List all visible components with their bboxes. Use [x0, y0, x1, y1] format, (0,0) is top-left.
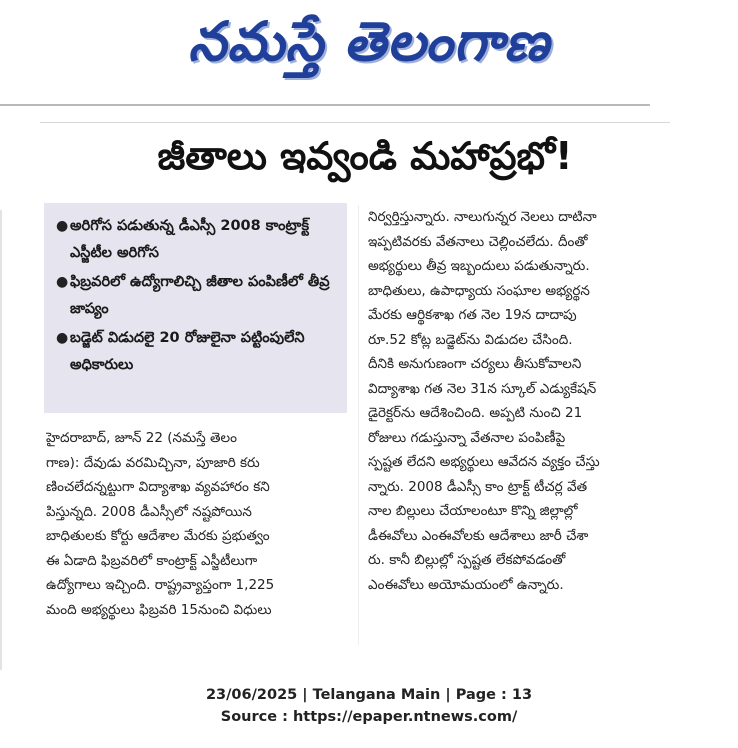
source-footer: [0, 684, 738, 728]
body-line: స్పష్టత లేదని అభ్యర్థులు ఆవేదన వ్యక్తం చేస్తు: [368, 454, 600, 470]
masthead: [0, 0, 738, 96]
bullet-icon: ●: [56, 330, 69, 346]
highlight-text: ఫిబ్రవరిలో ఉద్యోగాలిచ్చి జీతాల పంపిణీలో తీవ్ర జాప్యం: [70, 274, 330, 317]
highlight-item: [56, 213, 337, 267]
page-edge: [0, 210, 2, 670]
body-line: గాణ): దేవుడు వరమిచ్చినా, పూజారి కరు: [46, 454, 260, 471]
body-line: ఉద్యోగాలు ఇచ్చింది. రాష్ట్రవ్యాప్తంగా 1,225: [46, 577, 275, 593]
body-line: మేరకు ఆర్థికశాఖ గత నెల 19న దాదాపు: [368, 307, 577, 323]
masthead-rule: [0, 104, 650, 106]
body-line: రు. కానీ బిల్లుల్లో స్పష్టత లేకపోవడంతో: [368, 552, 566, 568]
body-line: పిస్తున్నది. 2008 డీఎస్సీలో నష్టపోయిన: [46, 503, 252, 520]
column-divider: [358, 205, 359, 645]
body-line: బాధితులు, ఉపాధ్యాయ సంఘాల అభ్యర్థన: [368, 282, 590, 299]
body-line: రోజులు గడుస్తున్నా వేతనాల పంపిణీపై: [368, 429, 566, 446]
body-line: హైదరాబాద్, జూన్ 22 (నమస్తే తెలం: [46, 430, 237, 446]
body-line: న్నారు. 2008 డీఎస్సీ కాం ట్రాక్ట్ టీచర్ల వేత: [368, 478, 588, 495]
newspaper-logo: నమస్తే తెలంగాణ: [188, 9, 550, 73]
body-line: డైరెక్టర్‌ను ఆదేశించింది. అప్పటి నుంచి 21: [368, 405, 583, 421]
bullet-icon: ●: [56, 274, 69, 290]
article-body-right-column: [368, 205, 684, 597]
body-line: దీనికి అనుగుణంగా చర్యలు తీసుకోవాలని: [368, 356, 582, 372]
article-body-left-column: [46, 426, 352, 622]
highlight-item: [56, 325, 337, 379]
body-line: డీఈవోలు ఎంఈవోలకు ఆదేశాలు జారీ చేశా: [368, 527, 589, 544]
highlight-item: [56, 269, 337, 323]
body-line: ఈ ఏడాది ఫిబ్రవరిలో కాంట్రాక్ట్ ఎస్జీటీలుగా: [46, 552, 258, 569]
body-line: విద్యాశాఖ గత నెల 31న స్కూల్ ఎడ్యుకేషన్: [368, 380, 597, 397]
article-headline: జీతాలు ఇవ్వండి మహాప్రభో!: [157, 134, 573, 178]
bullet-icon: ●: [56, 218, 69, 234]
body-line: అభ్యర్థులు తీవ్ర ఇబ్బందులు పడుతున్నారు.: [368, 258, 590, 274]
body-line: మంది అభ్యర్థులు ఫిబ్రవరి 15నుంచి విధులు: [46, 601, 272, 618]
highlight-text: అరిగోస పడుతున్న డీఎస్సీ 2008 కాంట్రాక్ట్ ఎస్జీటీల అరిగోస: [70, 218, 310, 261]
headline-rule: [40, 122, 670, 123]
body-line: రూ.52 కోట్ల బడ్జెట్‌ను విడుదల చేసింది.: [368, 331, 573, 348]
body-line: ణించలేదన్నట్టుగా విద్యాశాఖ వ్యవహారం కని: [46, 479, 270, 495]
date-edition-page: 23/06/2025 | Telangana Main | Page : 13: [205, 687, 533, 703]
highlights-box: [44, 203, 347, 413]
highlight-text: బడ్జెట్ విడుదలై 20 రోజులైనా పట్టింపులేని అధికారులు: [70, 330, 305, 373]
body-line: బాధితులకు కోర్టు ఆదేశాల మేరకు ప్రభుత్వం: [46, 528, 270, 544]
body-line: ఎంఈవోలు అయోమయంలో ఉన్నారు.: [368, 576, 564, 593]
body-line: ఇప్పటివరకు వేతనాలు చెల్లించలేదు. దీంతో: [368, 233, 588, 250]
body-line: నిర్వర్తిస్తున్నారు. నాలుగున్నర నెలలు దాటినా: [368, 209, 597, 225]
source-url: Source : https://epaper.ntnews.com/: [220, 709, 518, 725]
body-line: నాల బిల్లులు చేయాలంటూ కొన్ని జిల్లాల్లో: [368, 503, 578, 519]
